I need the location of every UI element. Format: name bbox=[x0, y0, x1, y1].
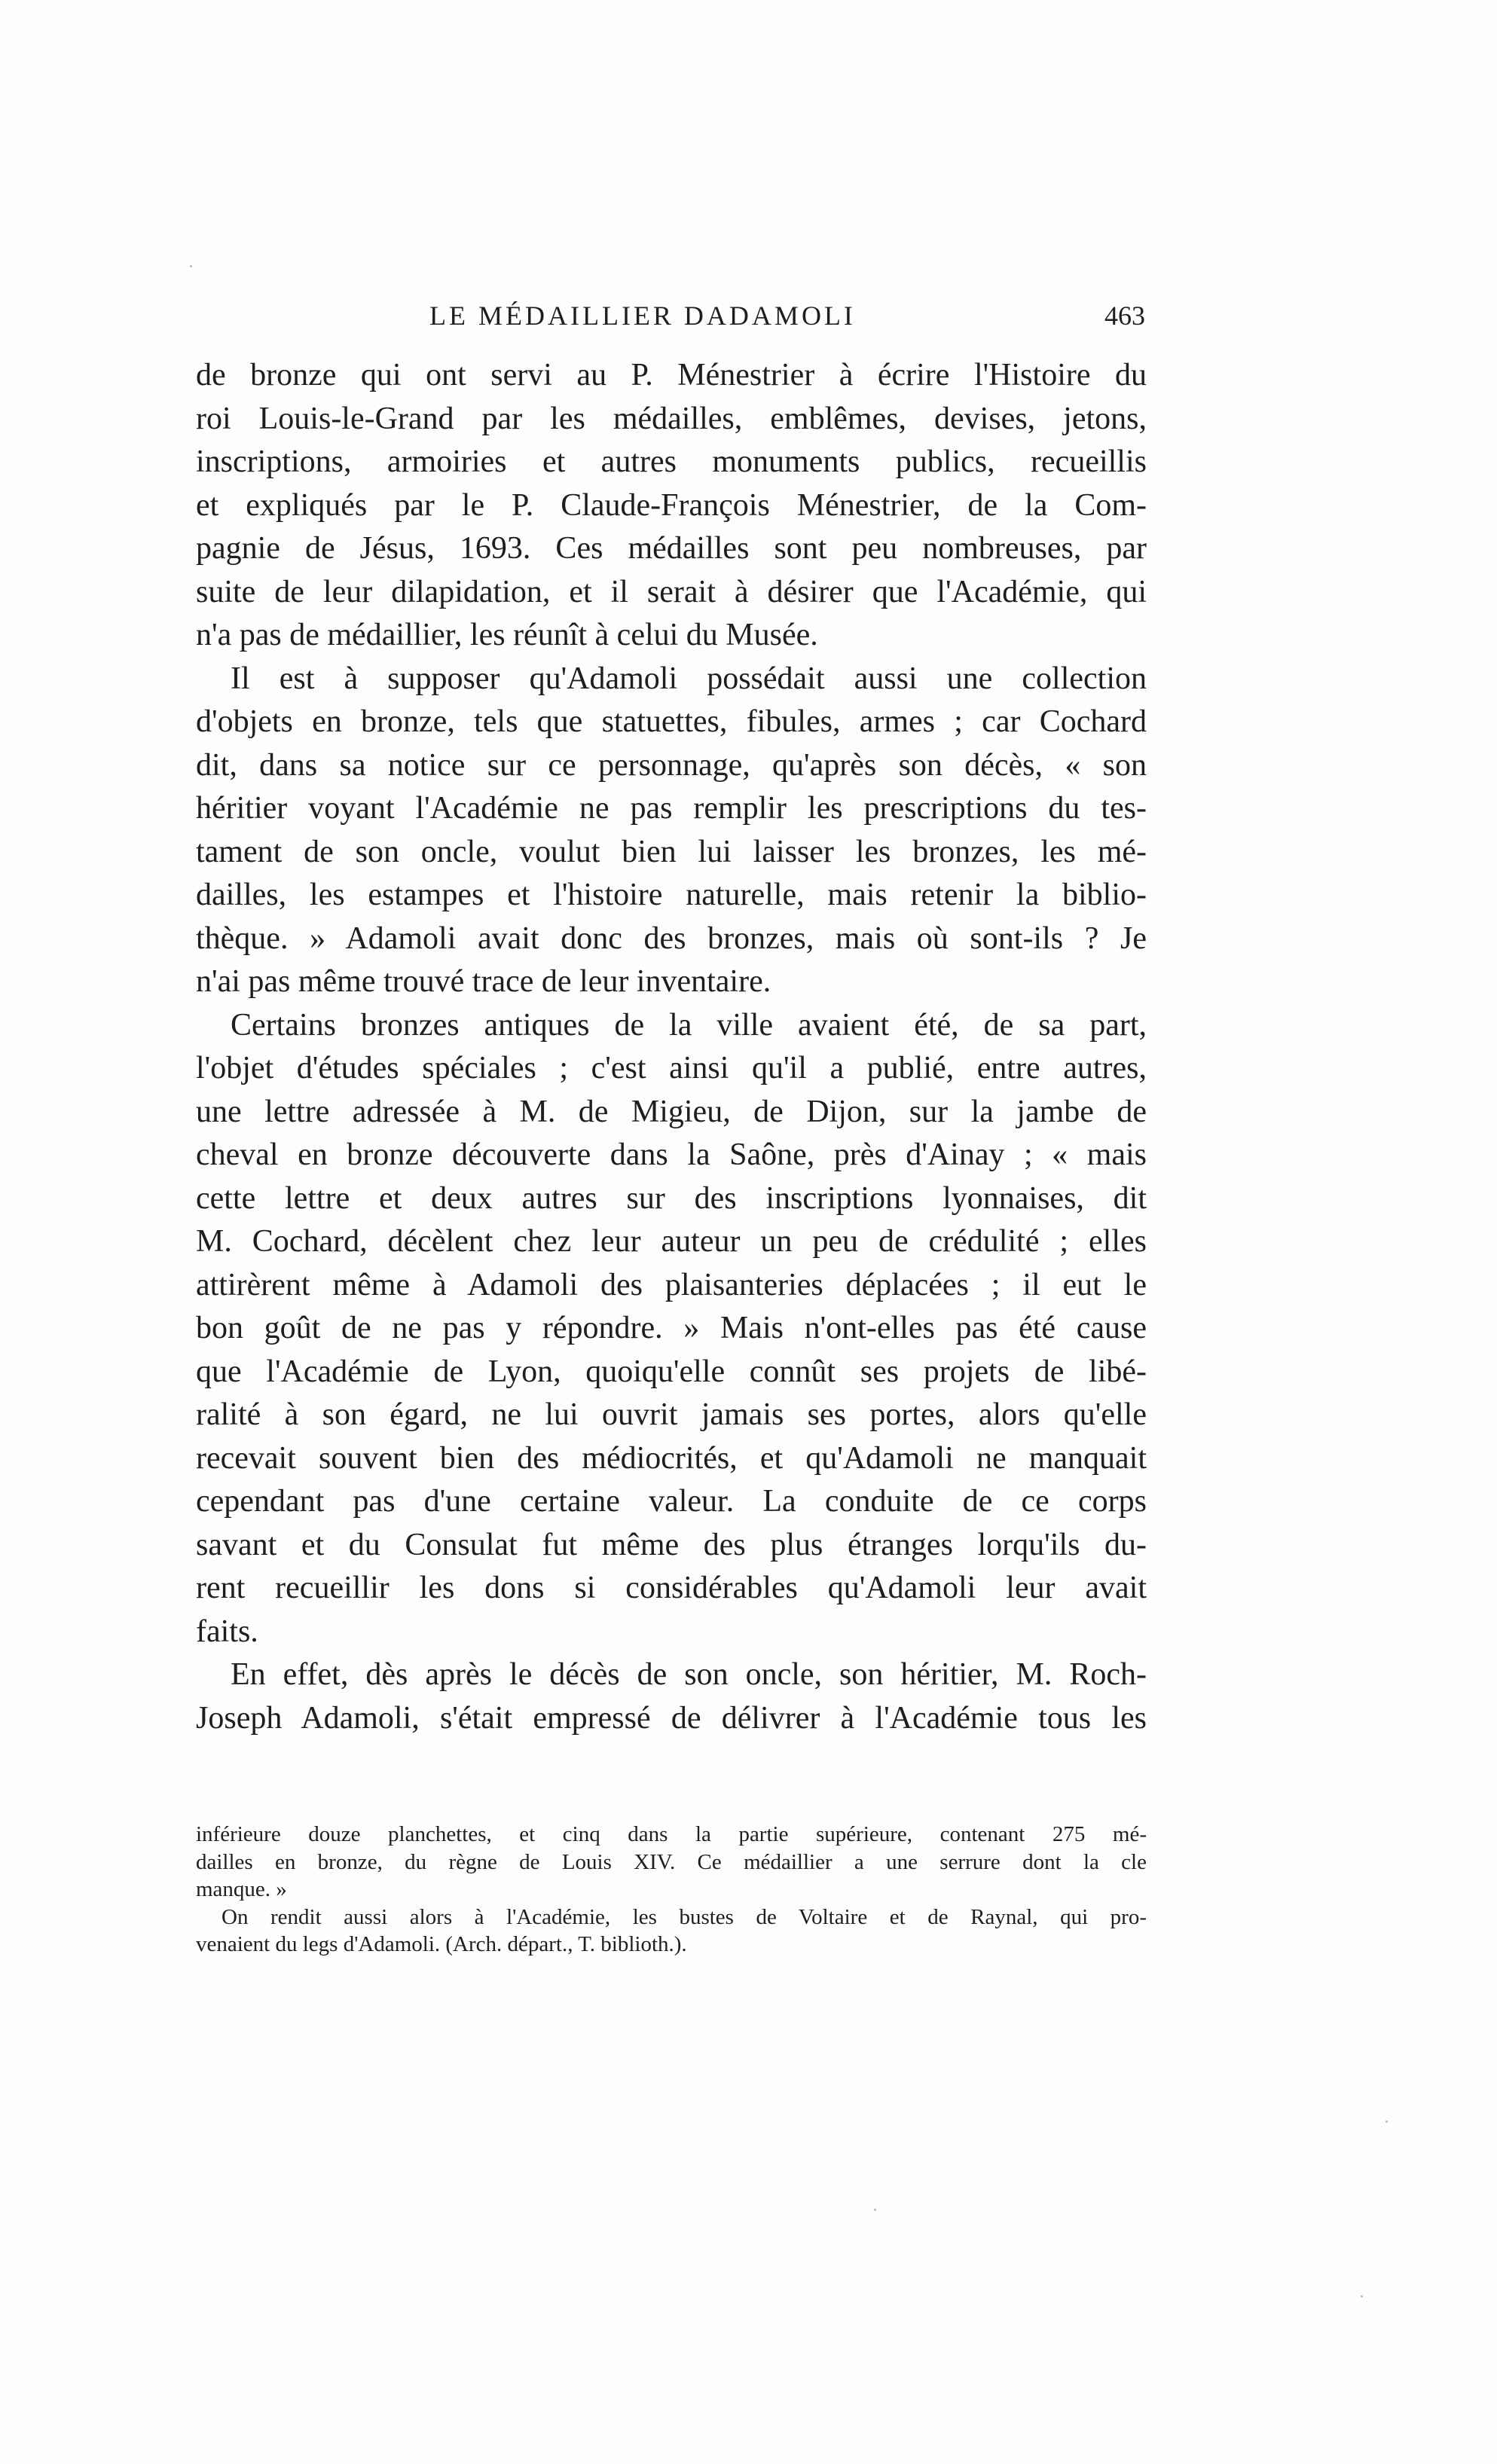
text-line: de bronze qui ont servi au P. Ménestrier à écrire l'Histoire du bbox=[196, 358, 1147, 392]
text-line: cette lettre et deux autres sur des inscriptions lyonnaises, dit bbox=[196, 1180, 1147, 1216]
paper-speck bbox=[190, 265, 192, 267]
text-line: cependant pas d'une certaine valeur. La conduite de ce corps bbox=[196, 1484, 1147, 1519]
text-line: Il est à supposer qu'Adamoli possédait aussi une collection bbox=[231, 661, 1147, 696]
text-line: En effet, dès après le décès de son oncle, son héritier, M. Roch- bbox=[231, 1657, 1147, 1692]
text-line: cheval en bronze découverte dans la Saône, près d'Ainay ; « mais bbox=[196, 1137, 1147, 1172]
text-line: héritier voyant l'Académie ne pas remplir les prescriptions du tes- bbox=[196, 791, 1147, 826]
text-line: d'objets en bronze, tels que statuettes, fibules, armes ; car Cochard bbox=[196, 704, 1147, 739]
text-line: n'ai pas même trouvé trace de leur inventaire. bbox=[196, 964, 771, 999]
text-line: que l'Académie de Lyon, quoiqu'elle connût ses projets de libé- bbox=[196, 1354, 1147, 1389]
footnotes bbox=[196, 1821, 1147, 1959]
paper-speck bbox=[874, 2209, 876, 2211]
text-line: recevait souvent bien des médiocrités, et qu'Adamoli ne manquait bbox=[196, 1440, 1147, 1476]
text-line: faits. bbox=[196, 1614, 258, 1649]
text-line: thèque. » Adamoli avait donc des bronzes, mais où sont-ils ? Je bbox=[196, 921, 1147, 956]
body-text bbox=[196, 354, 1147, 1740]
text-line: roi Louis-le-Grand par les médailles, emblêmes, devises, jetons, bbox=[196, 401, 1147, 436]
text-line: inscriptions, armoiries et autres monuments publics, recueillis bbox=[196, 444, 1147, 479]
page-number: 463 bbox=[1104, 301, 1145, 331]
text-line: tament de son oncle, voulut bien lui laisser les bronzes, les mé- bbox=[196, 834, 1147, 869]
text-line: bon goût de ne pas y répondre. » Mais n'ont-elles pas été cause bbox=[196, 1311, 1147, 1345]
footnote-line: venaient du legs d'Adamoli. (Arch. départ., T. biblioth.). bbox=[196, 1932, 687, 1956]
text-line: pagnie de Jésus, 1693. Ces médailles sont peu nombreuses, par bbox=[196, 531, 1147, 566]
text-line: ralité à son égard, ne lui ouvrit jamais ses portes, alors qu'elle bbox=[196, 1397, 1147, 1432]
text-line: suite de leur dilapidation, et il serait à désirer que l'Académie, qui bbox=[196, 574, 1147, 609]
footnote-line: On rendit aussi alors à l'Académie, les bustes de Voltaire et de Raynal, qui pro- bbox=[221, 1904, 1147, 1929]
text-line: n'a pas de médaillier, les réunît à celui du Musée. bbox=[196, 618, 818, 652]
text-line: savant et du Consulat fut même des plus étranges lorqu'ils du- bbox=[196, 1527, 1147, 1562]
text-line: l'objet d'études spéciales ; c'est ainsi qu'il a publié, entre autres, bbox=[196, 1051, 1147, 1085]
footnote-line: dailles en bronze, du règne de Louis XIV. Ce médaillier a une serrure dont la cle bbox=[196, 1849, 1147, 1874]
footnote-line: inférieure douze planchettes, et cinq dans la partie supérieure, contenant 275 mé- bbox=[196, 1822, 1147, 1846]
text-line: Certains bronzes antiques de la ville avaient été, de sa part, bbox=[231, 1007, 1147, 1043]
text-line: M. Cochard, décèlent chez leur auteur un peu de crédulité ; elles bbox=[196, 1224, 1147, 1259]
paper-speck bbox=[1361, 2295, 1363, 2298]
page-header bbox=[196, 300, 1145, 345]
text-line: Joseph Adamoli, s'était empressé de délivrer à l'Académie tous les bbox=[196, 1700, 1147, 1736]
text-line: et expliqués par le P. Claude-François Ménestrier, de la Com- bbox=[196, 487, 1147, 523]
running-title: LE MÉDAILLIER DADAMOLI bbox=[429, 301, 856, 331]
footnote-line: manque. » bbox=[196, 1877, 287, 1901]
text-line: une lettre adressée à M. de Migieu, de Dijon, sur la jambe de bbox=[196, 1094, 1147, 1129]
text-line: rent recueillir les dons si considérables qu'Adamoli leur avait bbox=[196, 1571, 1147, 1605]
text-line: attirèrent même à Adamoli des plaisanteries déplacées ; il eut le bbox=[196, 1267, 1147, 1302]
text-line: dit, dans sa notice sur ce personnage, qu'après son décès, « son bbox=[196, 747, 1147, 783]
text-line: dailles, les estampes et l'histoire naturelle, mais retenir la biblio- bbox=[196, 878, 1147, 912]
paper-speck bbox=[1385, 2121, 1388, 2123]
